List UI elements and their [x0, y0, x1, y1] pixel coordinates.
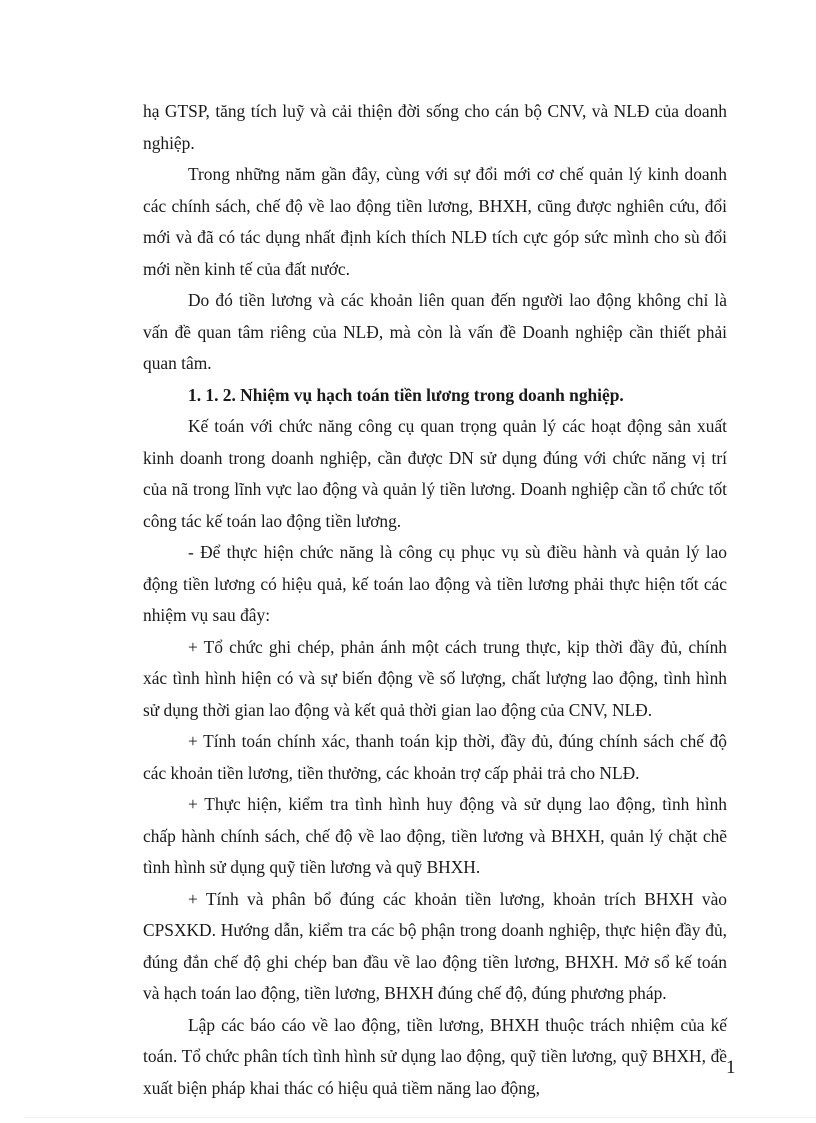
page-number: 1 [726, 1057, 736, 1078]
list-item-paragraph: + Tính và phân bổ đúng các khoản tiền lương, khoản trích BHXH vào CPSXKD. Hướng dẫn, kiểm tra các bộ phận trong doanh nghiệp, thực hiện đầy đủ, đúng đắn chế độ ghi chép ban đầu về lao động tiền lương, BHXH. Mở sổ kế toán và hạch toán lao động, tiền lương, BHXH đúng chế độ, đúng phương pháp. [143, 888, 727, 1003]
list-item-paragraph: + Thực hiện, kiểm tra tình hình huy động và sử dụng lao động, tình hình chấp hành chính sách, chế độ về lao động, tiền lương và BHXH, quản lý chặt chẽ tình hình sử dụng quỹ tiền lương và quỹ BHXH. [143, 794, 727, 877]
section-heading: 1. 1. 2. Nhiệm vụ hạch toán tiền lương trong doanh nghiệp. [188, 384, 624, 405]
list-item-paragraph: + Tổ chức ghi chép, phản ánh một cách trung thực, kịp thời đầy đủ, chính xác tình hình hiện có và sự biến động về số lượng, chất lượng lao động, tình hình sử dụng thời gian lao động và kết quả thời gian lao động của CNV, NLĐ. [143, 636, 727, 720]
paragraph: Lập các báo cáo về lao động, tiền lương, BHXH thuộc trách nhiệm của kế toán. Tổ chức phân tích tình hình sử dụng lao động, quỹ tiền lương, quỹ BHXH, đề xuất biện pháp khai thác có hiệu quả tiềm năng lao động, [143, 1014, 727, 1098]
document-body [143, 96, 727, 1104]
paragraph: Trong những năm gần đây, cùng với sự đổi mới cơ chế quản lý kinh doanh các chính sách, chế độ về lao động tiền lương, BHXH, cũng được nghiên cứu, đổi mới và đã có tác dụng nhất định kích thích NLĐ tích cực góp sức mình cho sù đổi mới nền kinh tế của đất nước. [143, 164, 727, 279]
paragraph-continuation: hạ GTSP, tăng tích luỹ và cải thiện đời sống cho cán bộ CNV, và NLĐ của doanh nghiệp. [143, 101, 727, 153]
paragraph: Do đó tiền lương và các khoản liên quan đến người lao động không chỉ là vấn đề quan tâm riêng của NLĐ, mà còn là vấn đề Doanh nghiệp cần thiết phải quan tâm. [143, 290, 727, 373]
paragraph: - Để thực hiện chức năng là công cụ phục vụ sù điều hành và quản lý lao động tiền lương có hiệu quả, kế toán lao động và tiền lương phải thực hiện tốt các nhiệm vụ sau đây: [143, 542, 727, 625]
list-item-paragraph: + Tính toán chính xác, thanh toán kịp thời, đầy đủ, đúng chính sách chế độ các khoản tiền lương, tiền thưởng, các khoản trợ cấp phải trả cho NLĐ. [143, 731, 727, 783]
page-bottom-edge [24, 1117, 816, 1118]
paragraph: Kế toán với chức năng công cụ quan trọng quản lý các hoạt động sản xuất kinh doanh trong doanh nghiệp, cần được DN sử dụng đúng với chức năng vị trí của nã trong lĩnh vực lao động và quản lý tiền lương. Doanh nghiệp cần tổ chức tốt công tác kế toán lao động tiền lương. [143, 416, 727, 531]
